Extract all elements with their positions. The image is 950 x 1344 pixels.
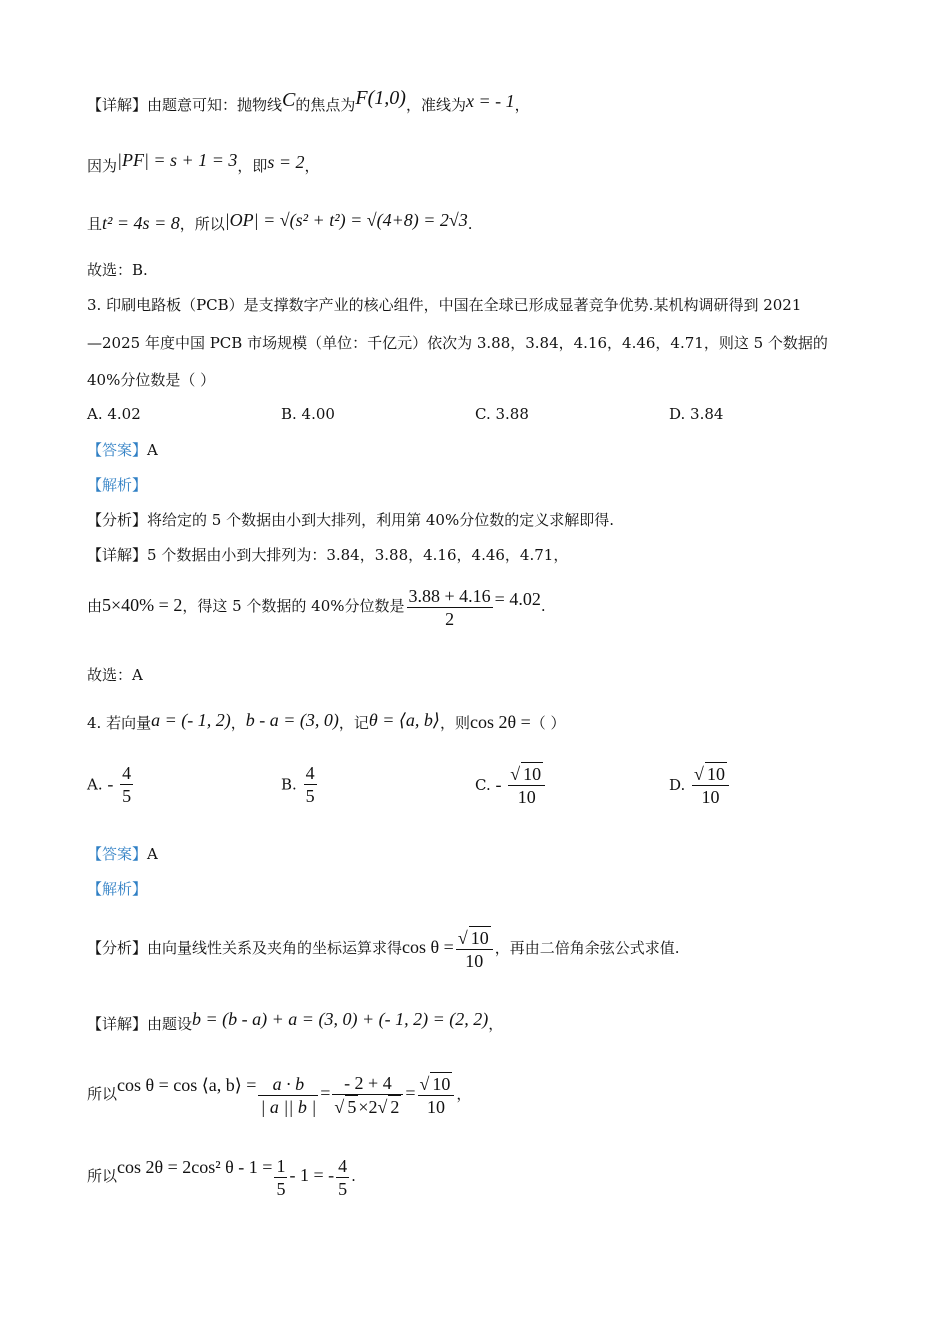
a-vector: a = (- 1, 2) [151, 710, 231, 730]
q4-detail-2: 所以cos θ = cos ⟨a, b⟩ = $\frac{a \cdot b}{| a || b |}$ = $\frac{- 2 + 4}{√ 5 \times 2√ 2}$ = $\frac{√ 10}{10}$ ， [87, 1073, 472, 1117]
q4-detail-3: 所以cos 2θ = 2cos² θ - 1 = $\frac{1}{5}$ - 1 = - $\frac{4}{5}$ . [87, 1155, 356, 1199]
q3-answer: 【答案】A [87, 441, 158, 459]
q3-detail-1: 【详解】5 个数据由小到大排列为：3.84，3.88，4.16，4.46，4.71， [87, 546, 569, 564]
answer-label: 【答案】 [87, 441, 148, 459]
q4-option-d: D. $\frac{√ 10}{10}$ [669, 762, 731, 808]
detail-label: 【详解】 [87, 96, 148, 114]
q4-option-a: A. - $\frac{4}{5}$ [87, 763, 132, 806]
theta-def: θ = ⟨a, b⟩ [368, 710, 440, 730]
q4-detail-1: 【详解】由题设b = (b - a) + a = (3, 0) + (- 1, 2) = (2, 2)， [87, 1009, 504, 1033]
q3-analysis-label: 【解析】 [87, 476, 148, 494]
directrix-formula: x = - 1 [465, 91, 515, 111]
q4-answer: 【答案】A [87, 845, 158, 863]
q3-stem-line-3: 40%分位数是（ ） [87, 371, 216, 389]
q3-option-c: C. 3.88 [475, 405, 529, 423]
q4-fenxi: 【分析】由向量线性关系及夹角的坐标运算求得cos θ = $\frac{√ 10}{10}$ ，再由二倍角余弦公式求值. [87, 928, 680, 971]
op-formula: |OP| = √(s² + t²) = √(4+8) = 2√3 [224, 210, 468, 230]
q3-final-answer: 故选：A [87, 666, 143, 684]
q3-option-b: B. 4.00 [281, 405, 335, 423]
answer-label: 【答案】 [87, 845, 148, 863]
q3-stem-line-2: —2025 年度中国 PCB 市场规模（单位：千亿元）依次为 3.88，3.84，4.16，4.46，4.71，则这 5 个数据的 [87, 334, 828, 352]
pf-formula: |PF| = s + 1 = 3 [117, 150, 238, 170]
prev-detail-line-2: 因为|PF| = s + 1 = 3，即s = 2， [87, 150, 320, 175]
q4-analysis-label: 【解析】 [87, 880, 148, 898]
q3-detail-2: 由5×40% = 2，得这 5 个数据的 40%分位数是 $\frac{3.88 + 4.16}{2}$ = 4.02. [87, 585, 546, 629]
prev-answer-line: 故选：B. [87, 261, 148, 279]
b-vector-eq: b = (b - a) + a = (3, 0) + (- 1, 2) = (2, 2) [192, 1009, 489, 1029]
percentile-fraction: $\frac{3.88 + 4.16}{2}$ [408, 585, 491, 629]
prev-detail-line-3: 且t² = 4s = 8，所以|OP| = √(s² + t²) = √(4+8) = 2√3. [87, 210, 473, 233]
q3-option-a: A. 4.02 [87, 405, 141, 423]
q4-option-c: C. - $\frac{√ 10}{10}$ [475, 762, 547, 808]
calc-formula: 5×40% = 2 [102, 595, 183, 615]
prev-detail-line-1: 【详解】由题意可知：抛物线C的焦点为F(1,0)，准线为x = - 1， [87, 87, 530, 114]
b-minus-a: b - a = (3, 0) [245, 710, 339, 730]
focus-formula: F(1,0) [355, 87, 406, 109]
q4-stem: 4. 若向量a = (- 1, 2)，b - a = (3, 0)，记θ = ⟨a, b⟩，则cos 2θ =（ ） [87, 710, 566, 732]
q3-option-d: D. 3.84 [669, 405, 724, 423]
t-formula: t² = 4s = 8 [102, 213, 180, 233]
q3-fenxi: 【分析】将给定的 5 个数据由小到大排列，利用第 40%分位数的定义求解即得. [87, 511, 614, 529]
q4-option-b: B. $\frac{4}{5}$ [281, 763, 315, 806]
cos2theta: cos 2θ = [469, 712, 531, 732]
q3-stem-line-1: 3. 印刷电路板（PCB）是支撑数字产业的核心组件，中国在全球已形成显著竞争优势.某机构调研得到 2021 [87, 296, 802, 314]
s-formula: s = 2 [267, 152, 305, 172]
